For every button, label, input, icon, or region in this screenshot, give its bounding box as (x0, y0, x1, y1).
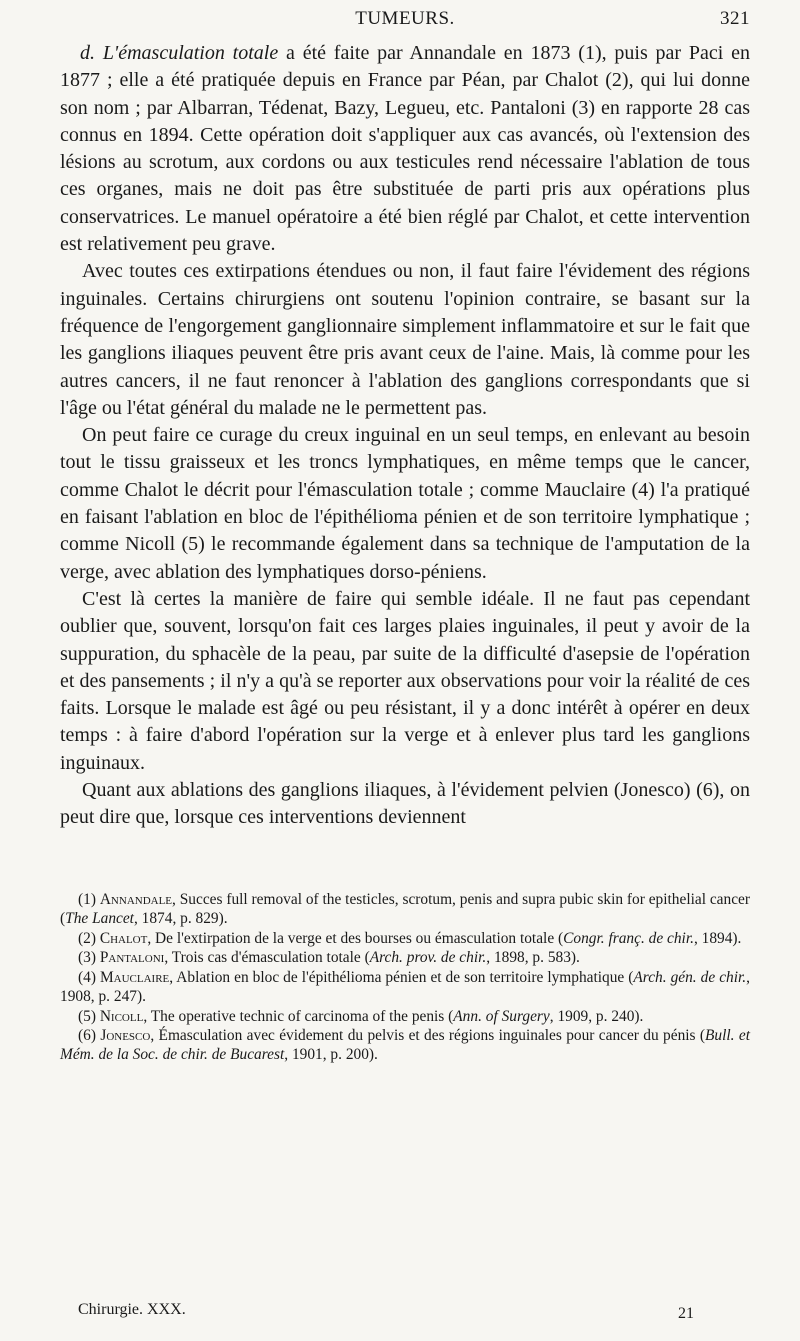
footnote-source: Bull. et Mém. de la Soc. de chir. de Bucarest (60, 1027, 750, 1064)
footnote-source: Congr. franç. de chir. (563, 929, 694, 947)
footnote-source: Ann. of Surgery (453, 1007, 550, 1025)
main-text (60, 40, 750, 832)
footnote-source: Arch. prov. de chir. (369, 949, 487, 967)
printer-signature: Chirurgie. XXX. (78, 1301, 186, 1318)
running-title: TUMEURS. (355, 8, 455, 29)
paragraph-4: C'est là certes la manière de faire qui semble idéale. Il ne faut pas cependant oublier que, souvent, lorsqu'on fait ces larges plaies inguinales, il peut y avoir de la suppuration, du sphacèle de la peau, par suite de la difficulté d'asepsie de l'opération et des pansements ; il n'y a qu'à se reporter aux observations pour voir la réalité de ces faits. Lorsque le malade est âgé ou peu résistant, il y a donc intérêt à opérer en deux temps : à faire d'abord l'opération sur la verge et à enlever plus tard les ganglions inguinaux. (60, 587, 750, 774)
footnote-5: (5) Nicoll, The operative technic of carcinoma of the penis (Ann. of Surgery, 1909, p. 240). (78, 1007, 644, 1025)
footnote-1: (1) Annandale, Succes full removal of the testicles, scrotum, penis and supra pubic skin for epithelial cancer (The Lancet, 1874, p. 829). (60, 891, 750, 928)
section-label: d. (80, 42, 95, 64)
paragraph-1 (60, 40, 750, 258)
page-number: 321 (720, 8, 750, 29)
sheet-number: 21 (678, 1305, 694, 1322)
paragraph-5: Quant aux ablations des ganglions iliaques, à l'évidement pelvien (Jonesco) (6), on peut dire que, lorsque ces interventions deviennent (60, 779, 750, 829)
page-footer (60, 1301, 750, 1323)
footnote-author: Pantaloni (99, 949, 165, 967)
paragraph-1-text: a été faite par Annandale en 1873 (1), puis par Paci en 1877 ; elle a été pratiquée depuis en France par Péan, par Chalot (2), qui lui donne son nom ; par Albarran, Tédenat, Bazy, Legueu, etc. Pantaloni (3) en rapporte 28 cas connus en 1894. Cette opération doit s'appliquer aux cas avancés, où l'extension des lésions au scrotum, aux cordons ou aux testicules rend nécessaire l'ablation de tous ces organes, mais ne doit pas être substituée de parti pris aux opérations plus conservatrices. Le manuel opératoire a été bien réglé par Chalot, et cette intervention est relativement peu grave. (60, 42, 750, 256)
footnote-source: The Lancet (65, 910, 134, 928)
paragraph-2: Avec toutes ces extirpations étendues ou non, il faut faire l'évidement des régions inguinales. Certains chirurgiens ont soutenu l'opinion contraire, se basant sur la fréquence de l'engorgement ganglionnaire simplement inflammatoire et sur le fait que les ganglions iliaques peuvent être pris avant ceux de l'aine. Mais, là comme pour les autres cancers, il ne faut renoncer à l'ablation des ganglions correspondants que si l'âge ou l'état général du malade ne le permettent pas. (60, 260, 750, 419)
footnote-author: Jonesco (100, 1027, 151, 1045)
footnote-author: Mauclaire (99, 968, 170, 986)
paragraph-3: On peut faire ce curage du creux inguinal en un seul temps, en enlevant au besoin tout le tissu graisseux et les troncs lymphatiques, en même temps que le cancer, comme Chalot le décrit pour l'émasculation totale ; comme Mauclaire (4) l'a pratiqué en faisant l'ablation en bloc de l'épithélioma pénien et de son territoire lymphatique ; comme Nicoll (5) le recommande également dans sa technique de l'amputation de la verge, avec ablation des lymphatiques dorso-péniens. (60, 424, 750, 583)
footnote-4: (4) Mauclaire, Ablation en bloc de l'épithélioma pénien et de son territoire lymphatique (Arch. gén. de chir., 1908, p. 247). (60, 968, 750, 1005)
footnote-2: (2) Chalot, De l'extirpation de la verge et des bourses ou émasculation totale (Congr. franç. de chir., 1894). (78, 929, 742, 947)
footnote-author: Nicoll (99, 1007, 144, 1025)
footnote-3: (3) Pantaloni, Trois cas d'émasculation totale (Arch. prov. de chir., 1898, p. 583). (78, 949, 580, 967)
section-term: L'émasculation totale (102, 42, 279, 64)
footnote-source: Arch. gén. de chir. (633, 968, 747, 986)
footnote-author: Annandale (99, 891, 173, 908)
running-head (60, 8, 750, 34)
footnote-author: Chalot (99, 929, 148, 947)
footnotes (60, 890, 750, 1065)
footnote-6: (6) Jonesco, Émasculation avec évidement du pelvis et des régions inguinales pour cancer du pénis (Bull. et Mém. de la Soc. de chir. de Bucarest, 1901, p. 200). (60, 1027, 750, 1064)
